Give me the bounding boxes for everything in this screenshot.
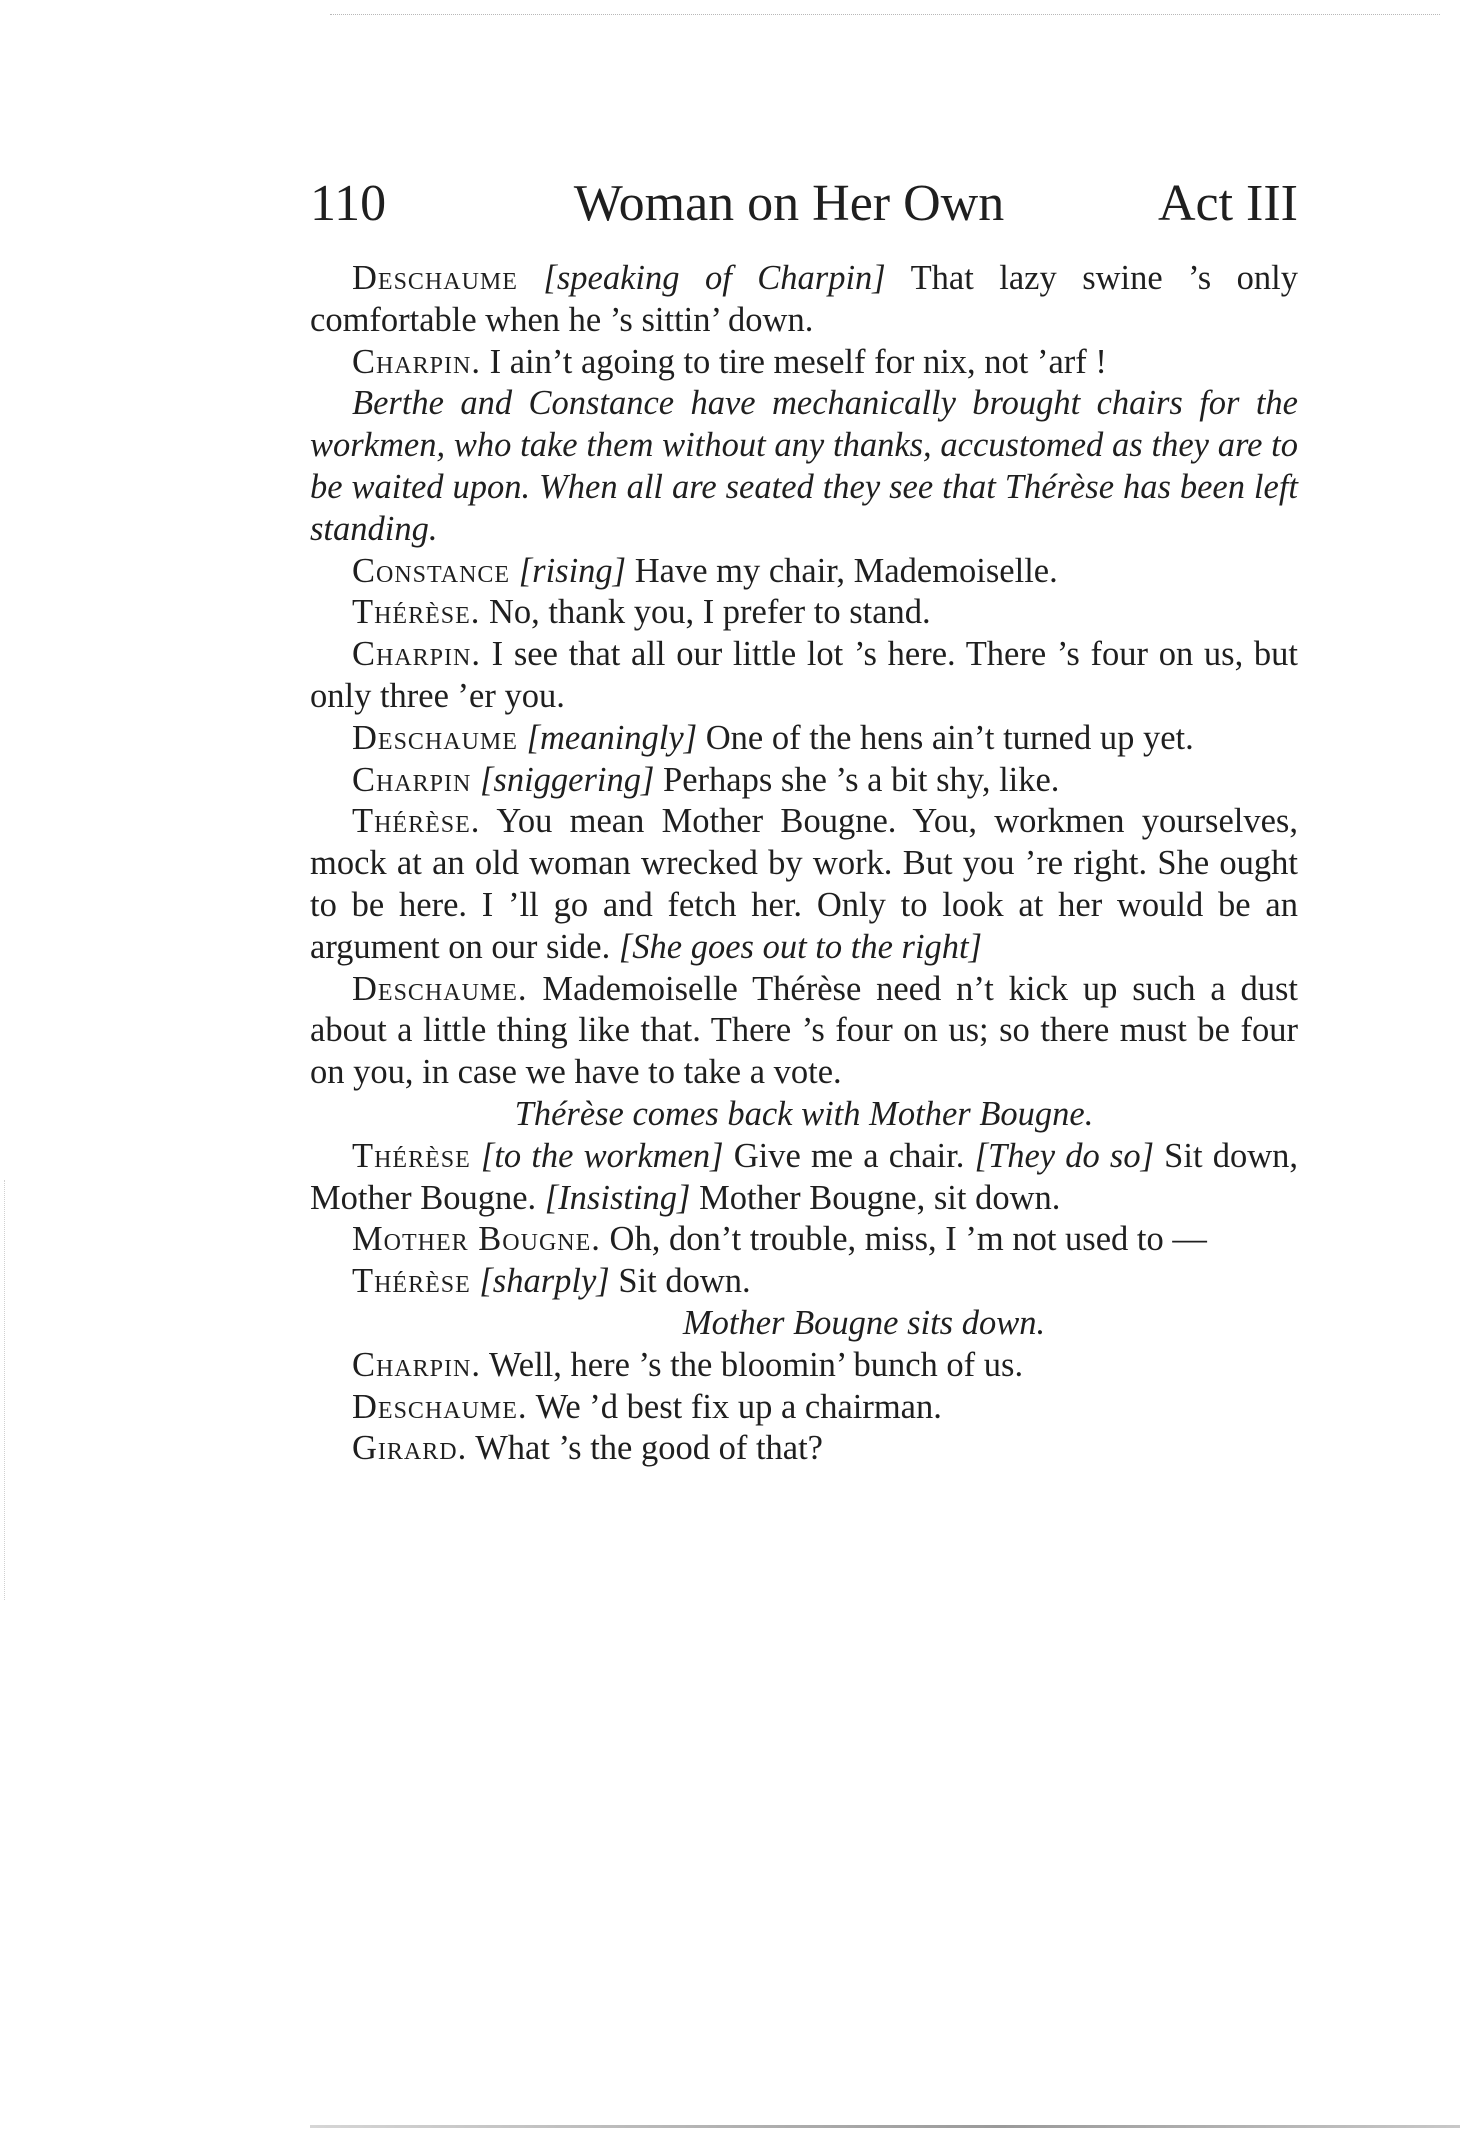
speech-text: Give me a chair. bbox=[723, 1136, 975, 1175]
speech-text: Oh, don’t trouble, miss, I ’m not used to — bbox=[600, 1220, 1207, 1259]
speech-therese-1 bbox=[310, 592, 1298, 634]
stage-direction: [sharply] bbox=[479, 1262, 610, 1301]
speech-text: Mother Bougne, sit down. bbox=[690, 1178, 1061, 1217]
speaker-name: Girard. bbox=[352, 1429, 468, 1468]
running-title: Woman on Her Own bbox=[573, 175, 1005, 232]
stage-direction: [rising] bbox=[518, 551, 627, 590]
running-header bbox=[310, 176, 1298, 238]
speech-text: Sit down, Mother Bougne. bbox=[310, 1136, 1298, 1217]
speaker-name: Constance bbox=[352, 551, 511, 590]
speech-charpin-1 bbox=[310, 342, 1298, 384]
speech-text: No, thank you, I prefer to stand. bbox=[480, 593, 931, 632]
stage-direction: [to the workmen] bbox=[480, 1136, 724, 1175]
bottom-page-edge bbox=[310, 2125, 1460, 2128]
speech-text: Well, here ’s the bloomin’ bunch of us. bbox=[480, 1345, 1024, 1384]
speaker-name: Deschaume bbox=[352, 718, 518, 757]
speech-constance-1 bbox=[310, 551, 1298, 593]
speech-charpin-3 bbox=[310, 760, 1298, 802]
margin-bleed bbox=[4, 1180, 5, 1600]
speech-text: What ’s the good of that? bbox=[467, 1429, 823, 1468]
speech-text: I see that all our little lot ’s here. There ’s four on us, but only three ’er you. bbox=[310, 635, 1298, 715]
act-label: Act III bbox=[1157, 175, 1298, 232]
stage-direction: [meaningly] bbox=[526, 718, 698, 757]
speech-therese-2 bbox=[310, 801, 1298, 968]
speech-charpin-2 bbox=[310, 634, 1298, 718]
book-page bbox=[310, 176, 1298, 1470]
stage-direction-centered: Mother Bougne sits down. bbox=[682, 1303, 1046, 1342]
speech-deschaume-2 bbox=[310, 718, 1298, 760]
speech-deschaume-4 bbox=[310, 1387, 1298, 1429]
speech-text: Have my chair, Mademoiselle. bbox=[626, 551, 1058, 590]
play-text bbox=[310, 258, 1298, 1470]
stage-direction-centered: Thérèse comes back with Mother Bougne. bbox=[514, 1094, 1094, 1133]
speech-girard-1 bbox=[310, 1428, 1298, 1470]
speaker-name: Thérèse. bbox=[352, 593, 481, 632]
speech-text: That lazy swine ’s only comfortable when he ’s sittin’ down. bbox=[310, 259, 1298, 339]
speech-text: Mademoiselle Thérèse need n’t kick up such a dust about a little thing like that. There ’s four on us; so there must be four on you, in case we have to take a vote. bbox=[310, 969, 1298, 1092]
speech-therese-4 bbox=[310, 1261, 1298, 1303]
speech-text: You mean Mother Bougne. You, workmen yourselves, mock at an old woman wrecked by work. But you ’re right. She ought to be here. I ’ll go and fetch her. Only to look at her would be an argument on our side. bbox=[310, 802, 1298, 966]
speaker-name: Charpin bbox=[352, 760, 472, 799]
stage-direction: [speaking of Charpin] bbox=[543, 259, 886, 297]
speech-text: I ain’t agoing to tire meself for nix, not ’arf ! bbox=[480, 342, 1107, 381]
speech-charpin-4 bbox=[310, 1345, 1298, 1387]
speech-therese-3 bbox=[310, 1136, 1298, 1220]
speaker-name: Mother Bougne. bbox=[352, 1220, 601, 1259]
speech-text: Perhaps she ’s a bit shy, like. bbox=[654, 760, 1060, 799]
speech-deschaume-3 bbox=[310, 969, 1298, 1094]
speaker-name: Charpin. bbox=[352, 635, 481, 674]
speech-mother-bougne-1 bbox=[310, 1219, 1298, 1261]
stage-direction: [She goes out to the right] bbox=[618, 927, 983, 966]
speaker-name: Thérèse. bbox=[352, 802, 481, 841]
speech-text: One of the hens ain’t turned up yet. bbox=[697, 718, 1194, 757]
speaker-name: Deschaume. bbox=[352, 969, 528, 1008]
top-page-edge bbox=[330, 14, 1440, 15]
speaker-name: Thérèse bbox=[352, 1136, 471, 1175]
speaker-name: Deschaume bbox=[352, 259, 518, 297]
speech-text: We ’d best fix up a chairman. bbox=[527, 1387, 942, 1426]
stage-direction-paragraph: Berthe and Constance have mechanically brought chairs for the workmen, who take them without any thanks, accustomed as they are to be waited upon. When all are seated they see that Thérèse has been left standing. bbox=[310, 384, 1298, 548]
speech-deschaume-1 bbox=[310, 258, 1298, 342]
stage-direction: [sniggering] bbox=[479, 760, 655, 799]
speaker-name: Charpin. bbox=[352, 1345, 481, 1384]
speaker-name: Charpin. bbox=[352, 342, 481, 381]
speaker-name: Thérèse bbox=[352, 1262, 471, 1301]
stage-direction: [They do so] bbox=[974, 1136, 1155, 1175]
page-number: 110 bbox=[310, 175, 387, 232]
speech-text: Sit down. bbox=[609, 1262, 751, 1301]
speaker-name: Deschaume. bbox=[352, 1387, 528, 1426]
stage-direction: [Insisting] bbox=[544, 1178, 691, 1217]
